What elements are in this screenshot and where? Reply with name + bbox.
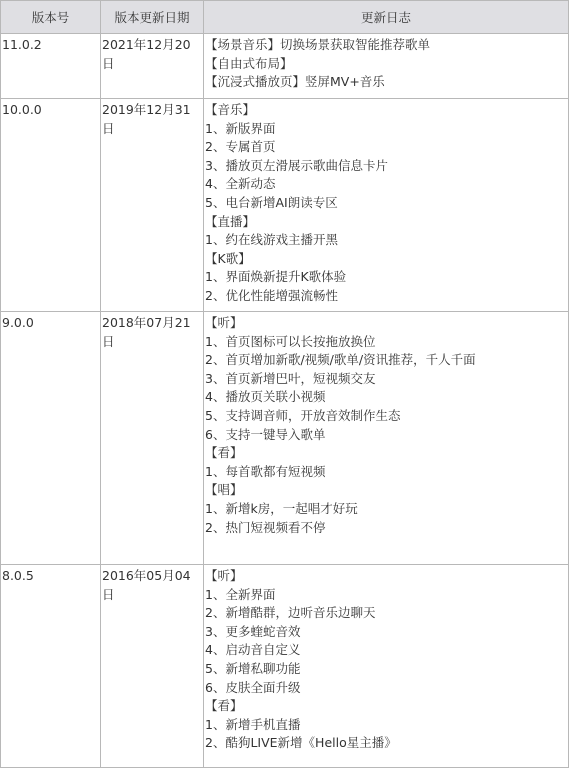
- log-line: 【场景音乐】切换场景获取智能推荐歌单: [205, 37, 431, 52]
- log-line: 5、新增私聊功能: [205, 660, 301, 676]
- log-line: 【音乐】: [205, 102, 256, 117]
- log-line: 5、支持调音师，开放音效制作生态: [205, 407, 401, 423]
- log-line: 2、热门短视频看不停: [205, 519, 326, 535]
- log-line: 6、支持一键导入歌单: [205, 426, 326, 442]
- log-line: 1、首页图标可以长按拖放换位: [205, 333, 376, 349]
- log-line: 1、界面焕新提升K歌体验: [205, 269, 347, 285]
- version-cell: 8.0.5: [1, 565, 101, 768]
- log-line: 2、酷狗LIVE新增《Hello星主播》: [205, 735, 397, 751]
- log-line: 【听】: [205, 568, 243, 583]
- log-line: 【看】: [205, 698, 243, 714]
- log-cell: [204, 99, 569, 312]
- log-cell: [204, 312, 569, 565]
- log-line: 1、新增k房，一起唱才好玩: [205, 500, 358, 516]
- header-log: 更新日志: [204, 1, 569, 34]
- log-line: 【直播】: [205, 213, 256, 229]
- date-cell: 2021年12月20日: [101, 34, 204, 99]
- log-cell: [204, 565, 569, 768]
- log-line: 【听】: [205, 315, 243, 330]
- log-line: 2、首页增加新歌/视频/歌单/资讯推荐，千人千面: [205, 352, 476, 368]
- log-line: 4、播放页关联小视频: [205, 389, 326, 405]
- log-line: 2、优化性能增强流畅性: [205, 287, 338, 303]
- date-cell: 2019年12月31日: [101, 99, 204, 312]
- log-line: 1、约在线游戏主播开黑: [205, 232, 338, 248]
- log-line: 1、新版界面: [205, 120, 276, 136]
- log-line: 1、全新界面: [205, 586, 276, 602]
- log-line: 3、播放页左滑展示歌曲信息卡片: [205, 157, 388, 173]
- log-line: 1、每首歌都有短视频: [205, 463, 326, 479]
- header-version: 版本号: [1, 1, 101, 34]
- log-line: 3、更多蝰蛇音效: [205, 623, 301, 639]
- header-date: 版本更新日期: [101, 1, 204, 34]
- log-line: 【K歌】: [205, 250, 251, 266]
- version-cell: 10.0.0: [1, 99, 101, 312]
- table-row: [1, 99, 569, 312]
- log-line: 3、首页新增巴叶，短视频交友: [205, 370, 376, 386]
- log-line: 4、全新动态: [205, 176, 276, 192]
- version-cell: 9.0.0: [1, 312, 101, 565]
- log-line: 5、电台新增AI朗读专区: [205, 194, 338, 210]
- table-row: [1, 34, 569, 99]
- log-line: 【唱】: [205, 482, 243, 498]
- date-cell: 2018年07月21日: [101, 312, 204, 565]
- log-line: 6、皮肤全面升级: [205, 679, 301, 695]
- log-line: 1、新增手机直播: [205, 716, 301, 732]
- table-row: [1, 565, 569, 768]
- version-cell: 11.0.2: [1, 34, 101, 99]
- log-line: 【自由式布局】: [205, 55, 293, 71]
- table-row: [1, 312, 569, 565]
- log-line: 2、新增酷群，边听音乐边聊天: [205, 605, 376, 621]
- log-line: 4、启动音自定义: [205, 642, 301, 658]
- header-row: [1, 1, 569, 34]
- log-line: 【看】: [205, 445, 243, 461]
- log-line: 2、专属首页: [205, 139, 276, 155]
- date-cell: 2016年05月04日: [101, 565, 204, 768]
- log-cell: [204, 34, 569, 99]
- log-line: 【沉浸式播放页】竖屏MV+音乐: [205, 74, 385, 90]
